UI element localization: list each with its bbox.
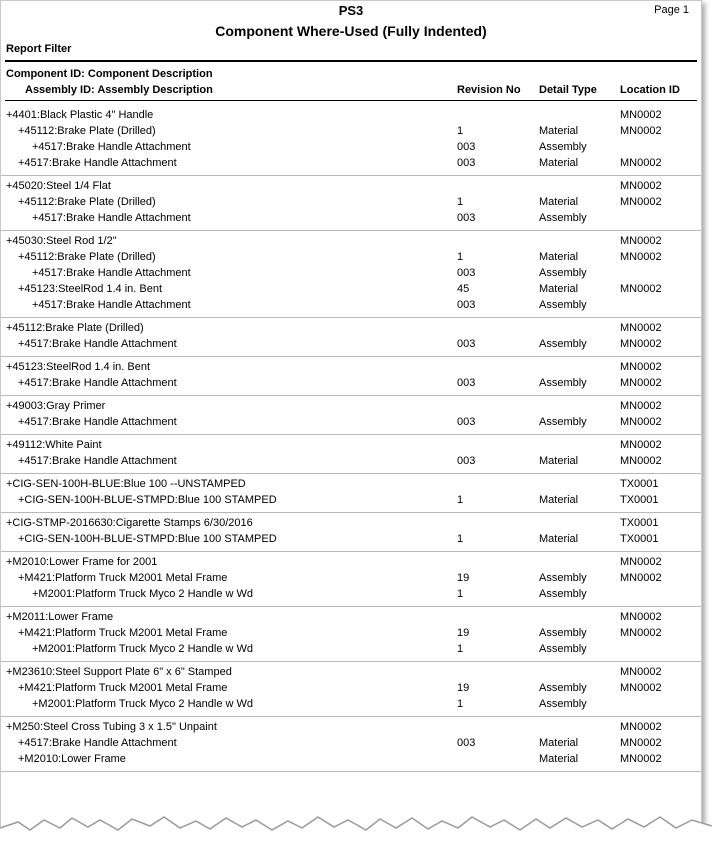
location-value: MN0002: [620, 455, 662, 467]
item-description: +4517:Brake Handle Attachment: [32, 299, 191, 311]
location-value: MN0002: [620, 556, 662, 568]
location-value: MN0002: [620, 180, 662, 192]
item-description: +M23610:Steel Support Plate 6" x 6" Stamped: [6, 666, 232, 678]
assembly-row: [1, 696, 701, 712]
assembly-row: [1, 570, 701, 586]
location-value: MN0002: [620, 416, 662, 428]
component-group: [1, 607, 701, 662]
component-row: [1, 554, 701, 570]
revision-value: 003: [457, 299, 476, 311]
component-group: [1, 513, 701, 552]
report-filter-label: Report Filter: [6, 43, 72, 55]
item-description: +M421:Platform Truck M2001 Metal Frame: [18, 572, 228, 584]
location-value: MN0002: [620, 753, 662, 765]
revision-value: 003: [457, 212, 476, 224]
location-value: MN0002: [620, 235, 662, 247]
item-description: +M2011:Lower Frame: [6, 611, 114, 623]
report-title: Component Where-Used (Fully Indented): [215, 23, 487, 39]
revision-value: 1: [457, 588, 464, 600]
detail-type-value: Material: [539, 494, 579, 506]
component-row: [1, 178, 701, 194]
location-value: MN0002: [620, 283, 662, 295]
detail-type-value: Assembly: [539, 572, 587, 584]
revision-value: 19: [457, 572, 470, 584]
revision-value: 003: [457, 377, 476, 389]
revision-value: 003: [457, 737, 476, 749]
revision-value: 003: [457, 416, 476, 428]
component-row: [1, 609, 701, 625]
company-name: PS3: [338, 3, 364, 18]
item-description: +45112:Brake Plate (Drilled): [6, 322, 144, 334]
header-divider: [5, 60, 697, 62]
revision-value: 003: [457, 157, 476, 169]
assembly-row: [1, 453, 701, 469]
item-description: +CIG-SEN-100H-BLUE:Blue 100 --UNSTAMPED: [6, 478, 246, 490]
page-number: Page 1: [654, 4, 689, 16]
revision-value: 1: [457, 196, 464, 208]
assembly-row: [1, 281, 701, 297]
location-value: MN0002: [620, 338, 662, 350]
revision-value: 1: [457, 643, 464, 655]
location-column-header: Location ID: [620, 84, 680, 96]
report-body: [1, 105, 701, 772]
detail-type-value: Assembly: [539, 627, 587, 639]
location-value: MN0002: [620, 737, 662, 749]
assembly-row: [1, 210, 701, 226]
item-description: +M2001:Platform Truck Myco 2 Handle w Wd: [32, 698, 253, 710]
assembly-row: [1, 641, 701, 657]
revision-value: 003: [457, 141, 476, 153]
revision-value: 003: [457, 455, 476, 467]
detail-type-value: Assembly: [539, 141, 587, 153]
component-row: [1, 107, 701, 123]
component-row: [1, 664, 701, 680]
component-group: [1, 176, 701, 231]
detail-type-value: Assembly: [539, 299, 587, 311]
location-value: MN0002: [620, 109, 662, 121]
item-description: +45112:Brake Plate (Drilled): [18, 251, 156, 263]
detail-type-value: Material: [539, 737, 579, 749]
component-group: [1, 474, 701, 513]
assembly-row: [1, 155, 701, 171]
item-description: +4517:Brake Handle Attachment: [32, 212, 191, 224]
item-description: +4517:Brake Handle Attachment: [18, 338, 177, 350]
component-group: [1, 435, 701, 474]
revision-value: 1: [457, 698, 464, 710]
item-description: +45123:SteelRod 1.4 in. Bent: [18, 283, 163, 295]
assembly-row: [1, 586, 701, 602]
component-row: [1, 398, 701, 414]
item-description: +49112:White Paint: [6, 439, 102, 451]
revision-value: 003: [457, 338, 476, 350]
location-value: MN0002: [620, 627, 662, 639]
component-group: [1, 396, 701, 435]
item-description: +M421:Platform Truck M2001 Metal Frame: [18, 682, 228, 694]
assembly-row: [1, 265, 701, 281]
component-row: [1, 515, 701, 531]
location-value: MN0002: [620, 251, 662, 263]
item-description: +45020:Steel 1/4 Flat: [6, 180, 111, 192]
detail-type-value: Assembly: [539, 416, 587, 428]
revision-value: 003: [457, 267, 476, 279]
detail-type-value: Assembly: [539, 588, 587, 600]
component-group: [1, 662, 701, 717]
revision-column-header: Revision No: [457, 84, 521, 96]
location-value: MN0002: [620, 682, 662, 694]
revision-value: 19: [457, 627, 470, 639]
item-description: +M250:Steel Cross Tubing 3 x 1.5" Unpaint: [6, 721, 217, 733]
assembly-row: [1, 414, 701, 430]
detail-type-value: Assembly: [539, 377, 587, 389]
component-group: [1, 318, 701, 357]
detail-type-value: Assembly: [539, 212, 587, 224]
location-value: MN0002: [620, 572, 662, 584]
component-group: [1, 105, 701, 176]
item-description: +4517:Brake Handle Attachment: [18, 737, 177, 749]
assembly-row: [1, 531, 701, 547]
item-description: +4517:Brake Handle Attachment: [32, 141, 191, 153]
component-group: [1, 357, 701, 396]
detail-type-value: Material: [539, 533, 579, 545]
assembly-row: [1, 735, 701, 751]
location-value: TX0001: [620, 494, 659, 506]
component-row: [1, 476, 701, 492]
detail-type-value: Assembly: [539, 682, 587, 694]
location-value: TX0001: [620, 533, 659, 545]
item-description: +CIG-SEN-100H-BLUE-STMPD:Blue 100 STAMPED: [18, 533, 277, 545]
item-description: +CIG-SEN-100H-BLUE-STMPD:Blue 100 STAMPED: [18, 494, 277, 506]
item-description: +4517:Brake Handle Attachment: [18, 455, 177, 467]
item-description: +45112:Brake Plate (Drilled): [18, 125, 156, 137]
assembly-row: [1, 123, 701, 139]
item-description: +M2001:Platform Truck Myco 2 Handle w Wd: [32, 588, 253, 600]
detail-type-value: Material: [539, 157, 579, 169]
component-group: [1, 231, 701, 318]
item-description: +4401:Black Plastic 4" Handle: [6, 109, 154, 121]
item-description: +M2010:Lower Frame for 2001: [6, 556, 158, 568]
item-description: +M421:Platform Truck M2001 Metal Frame: [18, 627, 228, 639]
torn-edge: [0, 808, 712, 848]
component-row: [1, 437, 701, 453]
detail-type-value: Assembly: [539, 698, 587, 710]
assembly-row: [1, 625, 701, 641]
revision-value: 1: [457, 125, 464, 137]
location-value: MN0002: [620, 361, 662, 373]
location-value: MN0002: [620, 125, 662, 137]
assembly-row: [1, 139, 701, 155]
item-description: +45030:Steel Rod 1/2": [6, 235, 117, 247]
location-value: MN0002: [620, 439, 662, 451]
assembly-column-header: Assembly ID: Assembly Description: [25, 84, 213, 96]
revision-value: 1: [457, 251, 464, 263]
revision-value: 1: [457, 533, 464, 545]
detail-type-value: Material: [539, 251, 579, 263]
item-description: +CIG-STMP-2016630:Cigarette Stamps 6/30/2016: [6, 517, 253, 529]
component-row: [1, 719, 701, 735]
component-group: [1, 717, 701, 772]
detail-type-value: Material: [539, 283, 579, 295]
detail-type-value: Assembly: [539, 643, 587, 655]
component-group: [1, 552, 701, 607]
assembly-row: [1, 297, 701, 313]
assembly-row: [1, 492, 701, 508]
location-value: MN0002: [620, 611, 662, 623]
detail-type-value: Assembly: [539, 267, 587, 279]
location-value: MN0002: [620, 322, 662, 334]
revision-value: 1: [457, 494, 464, 506]
detail-type-value: Material: [539, 125, 579, 137]
column-header-divider: [5, 100, 697, 101]
item-description: +45123:SteelRod 1.4 in. Bent: [6, 361, 151, 373]
component-row: [1, 320, 701, 336]
item-description: +M2010:Lower Frame: [18, 753, 126, 765]
assembly-row: [1, 336, 701, 352]
location-value: MN0002: [620, 196, 662, 208]
component-row: [1, 359, 701, 375]
location-value: MN0002: [620, 721, 662, 733]
item-description: +4517:Brake Handle Attachment: [18, 416, 177, 428]
detail-type-value: Assembly: [539, 338, 587, 350]
item-description: +M2001:Platform Truck Myco 2 Handle w Wd: [32, 643, 253, 655]
item-description: +4517:Brake Handle Attachment: [32, 267, 191, 279]
component-column-header: Component ID: Component Description: [6, 68, 213, 80]
assembly-row: [1, 375, 701, 391]
item-description: +4517:Brake Handle Attachment: [18, 157, 177, 169]
item-description: +4517:Brake Handle Attachment: [18, 377, 177, 389]
assembly-row: [1, 751, 701, 767]
component-row: [1, 233, 701, 249]
location-value: MN0002: [620, 400, 662, 412]
location-value: MN0002: [620, 157, 662, 169]
assembly-row: [1, 680, 701, 696]
location-value: TX0001: [620, 517, 659, 529]
item-description: +45112:Brake Plate (Drilled): [18, 196, 156, 208]
location-value: MN0002: [620, 377, 662, 389]
detail-type-value: Material: [539, 196, 579, 208]
detail-type-column-header: Detail Type: [539, 84, 597, 96]
assembly-row: [1, 194, 701, 210]
location-value: TX0001: [620, 478, 659, 490]
item-description: +49003:Gray Primer: [6, 400, 106, 412]
detail-type-value: Material: [539, 753, 579, 765]
revision-value: 45: [457, 283, 470, 295]
location-value: MN0002: [620, 666, 662, 678]
assembly-row: [1, 249, 701, 265]
revision-value: 19: [457, 682, 470, 694]
detail-type-value: Material: [539, 455, 579, 467]
